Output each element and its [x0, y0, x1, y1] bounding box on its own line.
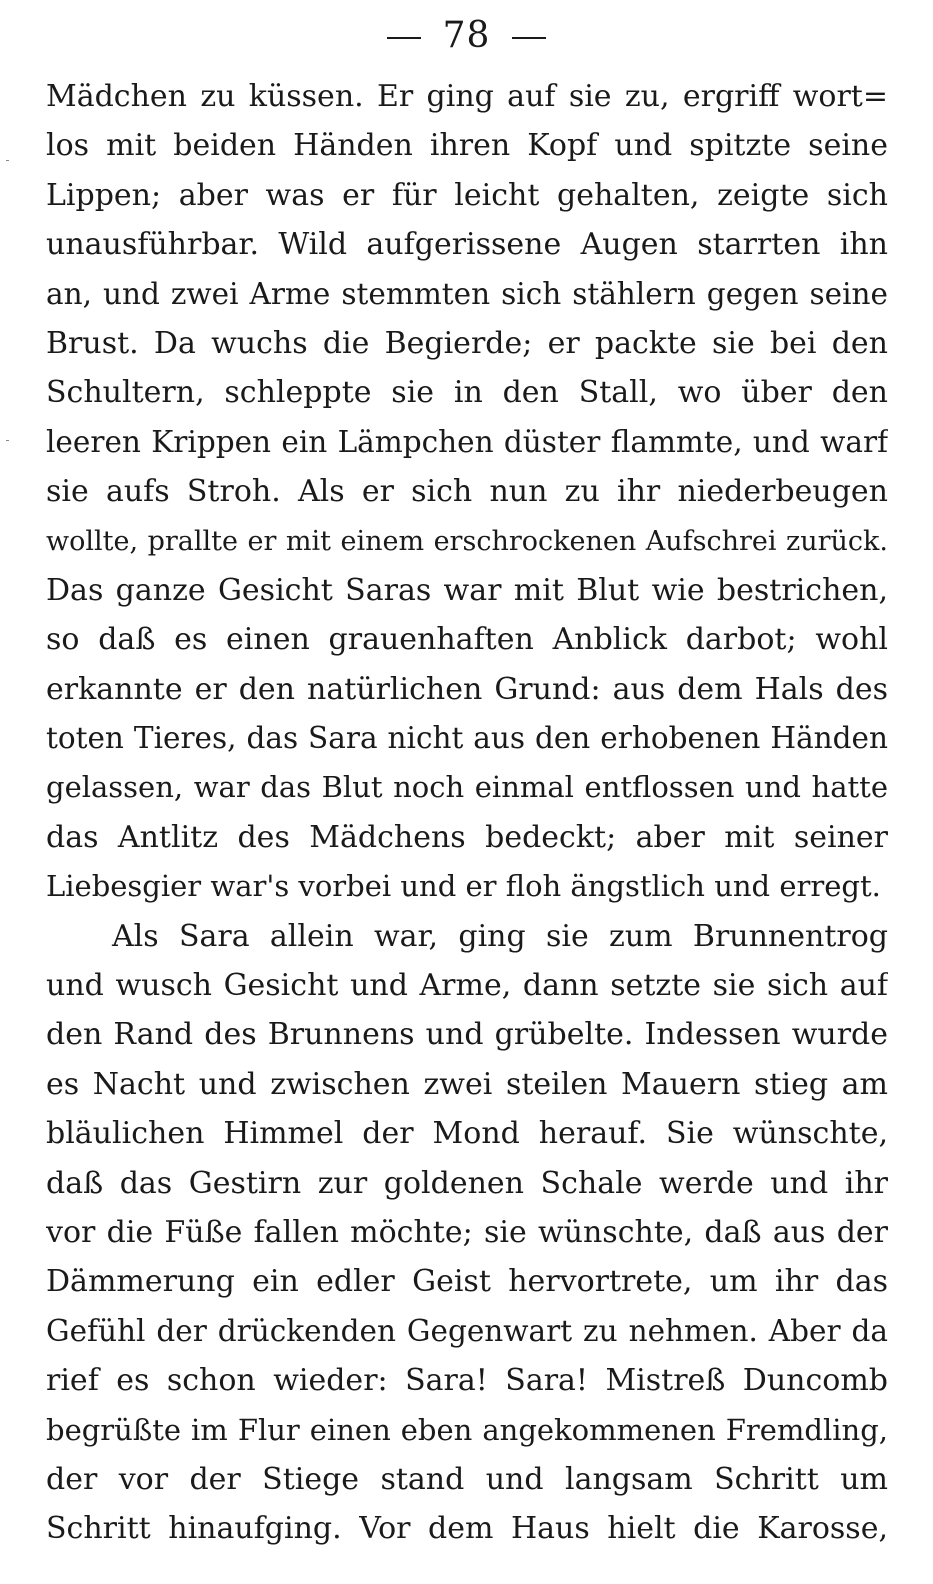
text-line: daß das Gestirn zur goldenen Schale werde und ihr	[46, 1165, 888, 1201]
text-line: den Rand des Brunnens und grübelte. Indessen wurde	[46, 1017, 888, 1053]
page-header	[0, 14, 933, 58]
text-line: vor die Füße fallen möchte; sie wünschte, daß aus der	[46, 1214, 888, 1250]
text-line: Schultern, schleppte sie in den Stall, wo über den	[46, 375, 888, 411]
page-number: 78	[442, 15, 491, 56]
text-line: Brust. Da wuchs die Begierde; er packte sie bei den	[46, 325, 888, 361]
text-line: Als Sara allein war, ging sie zum Brunnentrog	[112, 918, 888, 954]
text-line: bläulichen Himmel der Mond herauf. Sie wünschte,	[46, 1116, 888, 1152]
text-line: Dämmerung ein edler Geist hervortrete, um ihr das	[46, 1264, 888, 1300]
margin-mark	[6, 160, 9, 161]
text-line: so daß es einen grauenhaften Anblick darbot; wohl	[46, 622, 888, 658]
text-line: toten Tieres, das Sara nicht aus den erhobenen Händen	[46, 721, 888, 756]
text-line: begrüßte im Flur einen eben angekommenen Fremdling,	[46, 1412, 888, 1447]
body-text	[46, 72, 888, 1554]
text-line: wollte, prallte er mit einem erschrockenen Aufschrei zurück.	[46, 525, 888, 557]
header-dash-right	[512, 37, 546, 39]
margin-mark	[6, 440, 9, 441]
text-line: leeren Krippen ein Lämpchen düster flammte, und warf	[46, 424, 888, 459]
text-line: los mit beiden Händen ihren Kopf und spitzte seine	[46, 128, 888, 164]
text-line: unausführbar. Wild aufgerissene Augen starrten ihn	[46, 227, 888, 263]
text-line: Lippen; aber was er für leicht gehalten, zeigte sich	[46, 177, 888, 213]
text-line: das Antlitz des Mädchens bedeckt; aber mit seiner	[46, 819, 888, 855]
text-line: erkannte er den natürlichen Grund: aus dem Hals des	[46, 671, 888, 707]
text-line: gelassen, war das Blut noch einmal entflossen und hatte	[46, 770, 888, 805]
text-line: der vor der Stiege stand und langsam Schritt um	[46, 1461, 888, 1497]
text-line: Das ganze Gesicht Saras war mit Blut wie bestrichen,	[46, 572, 888, 608]
text-line: Gefühl der drückenden Gegenwart zu nehmen. Aber da	[46, 1313, 888, 1348]
text-line: es Nacht und zwischen zwei steilen Mauern stieg am	[46, 1066, 888, 1102]
text-line: Mädchen zu küssen. Er ging auf sie zu, ergriff wort=	[46, 79, 888, 114]
text-line: rief es schon wieder: Sara! Sara! Mistreß Duncomb	[46, 1363, 888, 1399]
text-line: Liebesgier war's vorbei und er floh ängstlich und erregt.	[46, 869, 881, 904]
text-line: Schritt hinaufging. Vor dem Haus hielt die Karosse,	[46, 1511, 888, 1547]
header-dash-left	[387, 37, 421, 39]
text-line: sie aufs Stroh. Als er sich nun zu ihr niederbeugen	[46, 474, 888, 510]
text-line: an, und zwei Arme stemmten sich stählern gegen seine	[46, 276, 888, 311]
text-line: und wusch Gesicht und Arme, dann setzte sie sich auf	[46, 968, 888, 1004]
